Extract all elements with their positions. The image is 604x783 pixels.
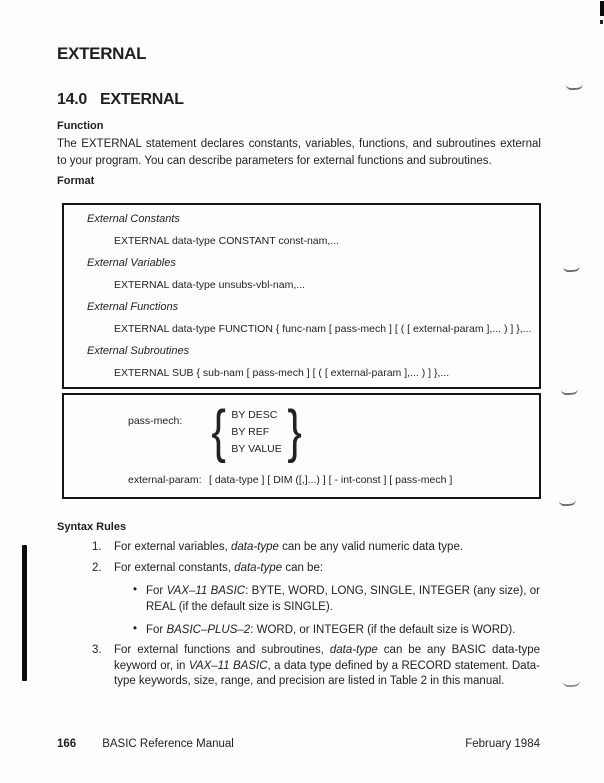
bullet-item xyxy=(133,583,540,615)
syntax-rules-heading: Syntax Rules xyxy=(57,521,127,533)
pass-mech-option: BY VALUE xyxy=(231,442,282,455)
bullet-text: For BASIC–PLUS–2: WORD, or INTEGER (if the default size is WORD). xyxy=(146,624,516,636)
section-heading xyxy=(57,91,184,109)
section-title: EXTERNAL xyxy=(99,91,184,108)
format-entry-syntax: EXTERNAL data-type CONSTANT const-nam,... xyxy=(114,235,340,247)
format-entry-syntax: EXTERNAL SUB { sub-nam [ pass-mech ] [ ( [ external-param ],... ) ] },... xyxy=(114,367,450,379)
format-entry-label: External Variables xyxy=(87,257,176,269)
bullet-icon: • xyxy=(133,623,138,635)
running-head: EXTERNAL xyxy=(57,44,147,63)
bullet-text: For VAX–11 BASIC: BYTE, WORD, LONG, SINGLE, INTEGER (any size), or REAL (if the default size is SINGLE). xyxy=(146,585,540,613)
format-entry-label: External Subroutines xyxy=(87,345,190,357)
close-brace-glyph: } xyxy=(287,399,302,464)
external-param-definition xyxy=(128,474,529,487)
format-entry-syntax: EXTERNAL data-type unsubs-vbl-nam,... xyxy=(114,279,306,291)
manual-title: BASIC Reference Manual xyxy=(102,738,234,750)
rule-item xyxy=(92,643,540,690)
format-entry-syntax: EXTERNAL data-type FUNCTION { func-nam [ pass-mech ] [ ( [ external-param ],... ) ] },... xyxy=(114,323,532,335)
footer-date: February 1984 xyxy=(465,738,540,750)
pass-mech-definition xyxy=(128,399,529,464)
page-number: 166 xyxy=(57,738,77,750)
rule-number: 3. xyxy=(92,644,102,656)
function-heading: Function xyxy=(57,120,104,132)
scan-corner-mark xyxy=(600,1,604,16)
syntax-rules-list xyxy=(92,540,540,695)
external-param-label: external-param: xyxy=(128,474,202,486)
open-brace-glyph: { xyxy=(211,399,226,464)
rule-text xyxy=(114,561,540,639)
pass-mech-options xyxy=(228,407,284,458)
bullet-item xyxy=(133,622,540,638)
format-syntax-box xyxy=(62,203,541,389)
rule-number: 2. xyxy=(92,561,102,574)
pass-mech-option: BY REF xyxy=(231,425,270,438)
rule-number: 1. xyxy=(92,541,102,553)
margin-tick-mark xyxy=(559,500,576,507)
rule-intro-text: For external constants, data-type can be: xyxy=(114,561,324,574)
bullet-icon: • xyxy=(133,584,138,596)
margin-tick-mark xyxy=(561,389,578,396)
revision-change-bar xyxy=(22,545,27,681)
format-entry-label: External Functions xyxy=(87,301,179,313)
margin-tick-mark xyxy=(566,84,583,91)
format-heading: Format xyxy=(57,175,95,187)
page-footer xyxy=(57,738,540,750)
pass-mech-option: BY DESC xyxy=(231,408,278,421)
scan-corner-dot xyxy=(600,20,603,24)
rule-text: For external variables, data-type can be any valid numeric data type. xyxy=(114,541,464,553)
function-paragraph: The EXTERNAL statement declares constants, variables, functions, and subroutines external to your program. You can describe parameters for external functions and subroutines. xyxy=(57,138,541,167)
pass-mech-options-group xyxy=(209,399,304,464)
pass-mech-label: pass-mech: xyxy=(128,415,183,427)
definitions-box xyxy=(62,393,541,499)
rule-item xyxy=(92,561,540,639)
margin-tick-mark xyxy=(563,266,580,273)
margin-tick-mark xyxy=(563,681,580,688)
external-param-syntax: [ data-type ] [ DIM ([,]...) ] [ - int-const ] [ pass-mech ] xyxy=(209,474,453,486)
rule-item xyxy=(92,540,540,556)
section-number: 14.0 xyxy=(57,91,87,108)
format-entry-label: External Constants xyxy=(87,213,180,225)
rule-text: For external functions and subroutines, data-type can be any BASIC data-type keyword or, in VAX–11 BASIC, a data type defined by a RECORD statement. Data-type keywords, size, range, and precision are listed in Table 2 in this manual. xyxy=(114,644,540,687)
